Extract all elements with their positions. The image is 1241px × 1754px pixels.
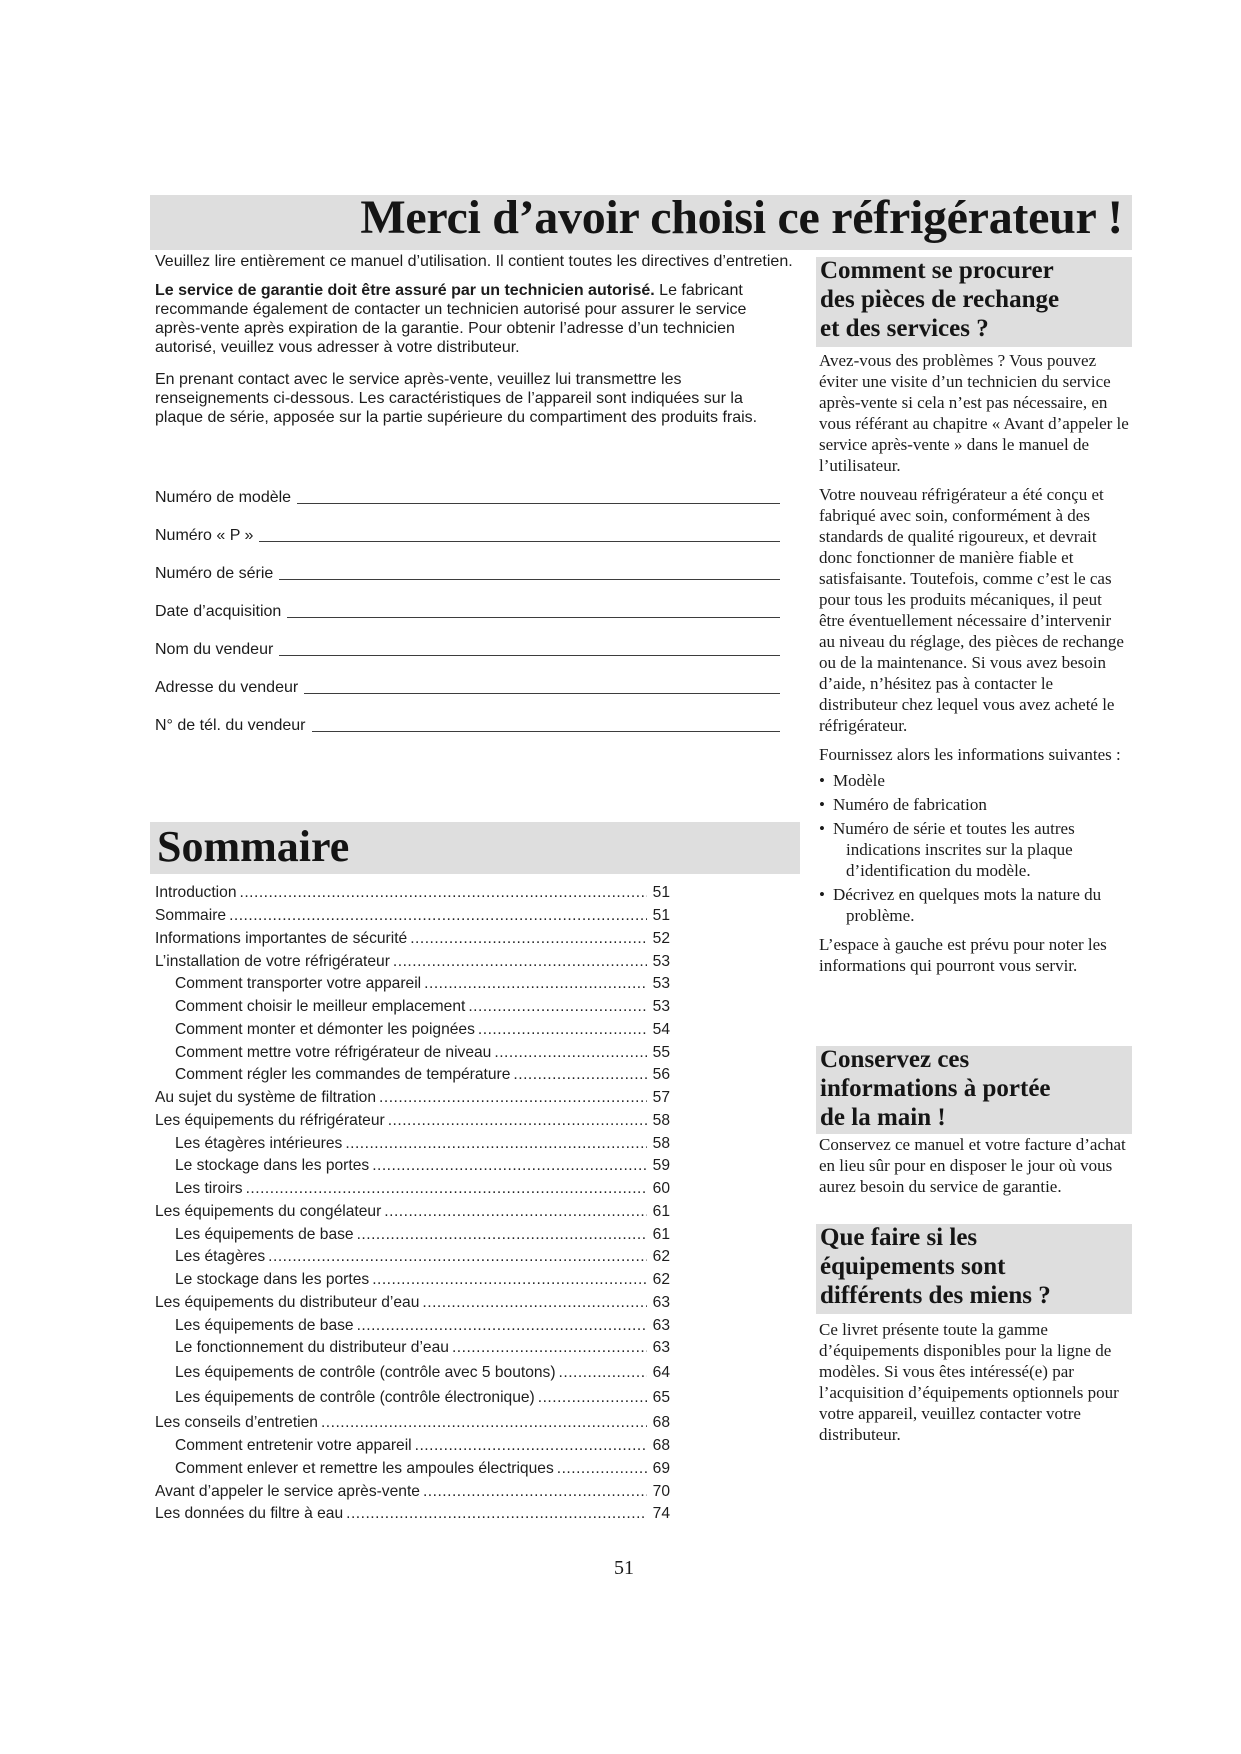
toc-leader-dots bbox=[268, 1246, 647, 1268]
toc-leader-dots bbox=[357, 1224, 647, 1246]
toc-label: Comment entretenir votre appareil bbox=[175, 1437, 412, 1455]
toc-page-number: 63 bbox=[652, 1339, 670, 1357]
toc-page-number: 60 bbox=[652, 1180, 670, 1198]
toc-row[interactable] bbox=[155, 973, 670, 996]
toc-page-number: 58 bbox=[652, 1134, 670, 1152]
list-item-text: Modèle bbox=[833, 771, 885, 790]
heading-line: de la main ! bbox=[820, 1103, 946, 1131]
field-label: Numéro « P » bbox=[155, 527, 254, 544]
heading-line: des pièces de rechange bbox=[820, 285, 1060, 313]
toc-label: Le stockage dans les portes bbox=[175, 1271, 370, 1289]
keep-info-text bbox=[819, 1134, 1131, 1205]
toc-row[interactable] bbox=[155, 1314, 670, 1337]
toc-row[interactable] bbox=[155, 1480, 670, 1503]
toc-label: Les équipements de contrôle (contrôle avec 5 boutons) bbox=[175, 1363, 556, 1381]
toc-leader-dots bbox=[452, 1337, 647, 1359]
different-equipment-text bbox=[819, 1319, 1131, 1453]
field-label: Numéro de modèle bbox=[155, 489, 292, 506]
toc-leader-dots bbox=[478, 1019, 647, 1041]
purchase-date-field bbox=[155, 584, 780, 622]
intro-paragraph-manual: Veuillez lire entièrement ce manuel d’utilisation. Il contient toutes les directives d’entretien. bbox=[155, 253, 793, 270]
different-equipment-heading bbox=[816, 1224, 1132, 1310]
toc-leader-dots bbox=[388, 1110, 647, 1132]
toc-page-number: 68 bbox=[652, 1437, 670, 1455]
toc-row[interactable] bbox=[155, 1064, 670, 1087]
fill-in-line bbox=[297, 491, 780, 504]
toc-page-number: 70 bbox=[652, 1482, 670, 1500]
toc-label: Le fonctionnement du distributeur d’eau bbox=[175, 1339, 449, 1357]
main-title-bar bbox=[150, 191, 1132, 250]
bullet-icon: • bbox=[819, 771, 825, 790]
toc-page-number: 56 bbox=[652, 1066, 670, 1084]
fill-in-line bbox=[287, 605, 780, 618]
toc-leader-dots bbox=[345, 1133, 647, 1155]
toc-leader-dots bbox=[557, 1458, 647, 1480]
toc-row[interactable] bbox=[155, 1178, 670, 1201]
heading-line: et des services ? bbox=[820, 314, 989, 342]
toc-page-number: 57 bbox=[652, 1089, 670, 1107]
toc-row[interactable] bbox=[155, 1132, 670, 1155]
summary-title: Sommaire bbox=[157, 822, 350, 871]
toc-row[interactable] bbox=[155, 1337, 670, 1360]
toc-label: Les étagères intérieures bbox=[175, 1134, 343, 1152]
parts-services-paragraph: L’espace à gauche est prévu pour noter les informations qui pourront vous servir. bbox=[819, 935, 1107, 975]
toc-leader-dots bbox=[372, 1155, 647, 1177]
toc-page-number: 55 bbox=[652, 1043, 670, 1061]
heading-line: différents des miens ? bbox=[820, 1281, 1051, 1309]
toc-label: Comment régler les commandes de température bbox=[175, 1066, 511, 1084]
toc-page-number: 61 bbox=[652, 1202, 670, 1220]
parts-services-text bbox=[819, 350, 1131, 984]
keep-info-paragraph: Conservez ce manuel et votre facture d’achat en lieu sûr pour en disposer le jour où vous aurez besoin du service de garantie. bbox=[819, 1135, 1126, 1196]
toc-row[interactable] bbox=[155, 1360, 670, 1385]
list-item-text: Numéro de fabrication bbox=[833, 795, 987, 814]
toc-row[interactable] bbox=[155, 1201, 670, 1224]
toc-leader-dots bbox=[424, 973, 647, 995]
page-number: 51 bbox=[614, 1557, 634, 1579]
toc-label: Au sujet du système de filtration bbox=[155, 1089, 377, 1107]
toc-label: Comment enlever et remettre les ampoules électriques bbox=[175, 1459, 554, 1477]
toc-leader-dots bbox=[468, 996, 647, 1018]
toc-label: Les étagères bbox=[175, 1248, 266, 1266]
field-label: Numéro de série bbox=[155, 565, 274, 582]
toc-label: Les équipements du congélateur bbox=[155, 1202, 382, 1220]
toc-page-number: 64 bbox=[652, 1363, 670, 1381]
toc-page-number: 58 bbox=[652, 1111, 670, 1129]
parts-services-heading bbox=[816, 257, 1132, 343]
toc-page-number: 61 bbox=[652, 1225, 670, 1243]
toc-leader-dots bbox=[415, 1435, 647, 1457]
toc-label: Les conseils d’entretien bbox=[155, 1413, 318, 1431]
model-number-field bbox=[155, 470, 780, 508]
toc-page-number: 52 bbox=[652, 929, 670, 947]
summary-title-bar bbox=[150, 822, 800, 874]
table-of-contents bbox=[155, 882, 670, 1526]
toc-page-number: 51 bbox=[652, 884, 670, 902]
heading-line: Conservez ces bbox=[820, 1046, 970, 1073]
toc-page-number: 62 bbox=[652, 1271, 670, 1289]
list-item bbox=[819, 818, 1131, 881]
field-label: Nom du vendeur bbox=[155, 641, 274, 658]
heading-line: informations à portée bbox=[820, 1074, 1051, 1102]
toc-leader-dots bbox=[393, 951, 647, 973]
toc-label: Les équipements de base bbox=[175, 1316, 354, 1334]
heading-line: Que faire si les bbox=[820, 1224, 978, 1251]
toc-leader-dots bbox=[240, 882, 648, 904]
toc-leader-dots bbox=[422, 1292, 647, 1314]
seller-address-field bbox=[155, 660, 780, 698]
toc-page-number: 65 bbox=[652, 1388, 670, 1406]
bullet-icon: • bbox=[819, 885, 825, 904]
toc-page-number: 68 bbox=[652, 1413, 670, 1431]
toc-row[interactable] bbox=[155, 1410, 670, 1435]
toc-page-number: 63 bbox=[652, 1293, 670, 1311]
toc-leader-dots bbox=[538, 1385, 647, 1410]
serial-number-field bbox=[155, 546, 780, 584]
toc-row[interactable] bbox=[155, 1041, 670, 1064]
list-item bbox=[819, 770, 1131, 791]
field-label: Adresse du vendeur bbox=[155, 679, 299, 696]
appliance-info-fields bbox=[155, 470, 780, 736]
toc-page-number: 54 bbox=[652, 1020, 670, 1038]
main-title: Merci d’avoir choisi ce réfrigérateur ! bbox=[360, 191, 1123, 244]
field-label: Date d’acquisition bbox=[155, 603, 282, 620]
list-item bbox=[819, 884, 1131, 926]
toc-row[interactable] bbox=[155, 1269, 670, 1292]
service-info-paragraph: En prenant contact avec le service après-vente, veuillez lui transmettre les renseignements ci-dessous. Les caractéristiques de l’appareil sont indiquées sur la plaque de série, apposée sur la partie supérieure du compartiment des produits frais. bbox=[155, 371, 758, 426]
fill-in-line bbox=[279, 643, 780, 656]
toc-label: Comment choisir le meilleur emplacement bbox=[175, 998, 466, 1016]
toc-page-number: 62 bbox=[652, 1248, 670, 1266]
toc-label: Les équipements de base bbox=[175, 1225, 354, 1243]
warranty-bold-text: Le service de garantie doit être assuré par un technicien autorisé. bbox=[155, 282, 655, 299]
toc-label: Sommaire bbox=[155, 907, 227, 925]
toc-row[interactable] bbox=[155, 905, 670, 928]
toc-row[interactable] bbox=[155, 996, 670, 1019]
p-number-field bbox=[155, 508, 780, 546]
toc-label: Informations importantes de sécurité bbox=[155, 929, 408, 947]
toc-leader-dots bbox=[321, 1410, 647, 1435]
toc-label: Les équipements de contrôle (contrôle électronique) bbox=[175, 1388, 535, 1406]
toc-leader-dots bbox=[494, 1042, 647, 1064]
keep-info-heading bbox=[816, 1046, 1132, 1132]
toc-leader-dots bbox=[379, 1087, 647, 1109]
seller-name-field bbox=[155, 622, 780, 660]
fill-in-line bbox=[259, 529, 780, 542]
toc-row[interactable] bbox=[155, 1110, 670, 1133]
toc-page-number: 53 bbox=[652, 952, 670, 970]
toc-row[interactable] bbox=[155, 1385, 670, 1410]
list-item-text: Décrivez en quelques mots la nature du problème. bbox=[833, 885, 1102, 925]
bullet-icon: • bbox=[819, 795, 825, 814]
toc-row[interactable] bbox=[155, 1019, 670, 1042]
toc-leader-dots bbox=[346, 1503, 647, 1525]
toc-row[interactable] bbox=[155, 1246, 670, 1269]
toc-leader-dots bbox=[357, 1315, 647, 1337]
fill-in-line bbox=[279, 567, 780, 580]
toc-page-number: 69 bbox=[652, 1459, 670, 1477]
toc-label: L’installation de votre réfrigérateur bbox=[155, 952, 390, 970]
toc-page-number: 53 bbox=[652, 998, 670, 1016]
toc-row[interactable] bbox=[155, 1223, 670, 1246]
toc-leader-dots bbox=[372, 1269, 647, 1291]
toc-row[interactable] bbox=[155, 928, 670, 951]
toc-leader-dots bbox=[229, 905, 647, 927]
toc-label: Avant d’appeler le service après-vente bbox=[155, 1482, 420, 1500]
keep-info-heading-bar bbox=[816, 1046, 1132, 1134]
heading-line: Comment se procurer bbox=[820, 257, 1054, 284]
list-item bbox=[819, 794, 1131, 815]
toc-page-number: 53 bbox=[652, 975, 670, 993]
toc-label: Comment mettre votre réfrigérateur de niveau bbox=[175, 1043, 492, 1061]
field-label: N° de tél. du vendeur bbox=[155, 717, 306, 734]
toc-page-number: 74 bbox=[652, 1505, 670, 1523]
seller-phone-field bbox=[155, 698, 780, 736]
warranty-body-text: Le fabricant recommande également de contacter un technicien autorisé pour assurer le service après-vente après expiration de la garantie. Pour obtenir l’adresse d’un technicien autorisé, veuillez vous adresser à votre distributeur. bbox=[155, 282, 747, 356]
toc-label: Les équipements du réfrigérateur bbox=[155, 1111, 385, 1129]
toc-leader-dots bbox=[410, 928, 647, 950]
bullet-icon: • bbox=[819, 819, 825, 838]
warranty-paragraph bbox=[155, 281, 795, 357]
toc-page-number: 63 bbox=[652, 1316, 670, 1334]
toc-label: Comment transporter votre appareil bbox=[175, 975, 422, 993]
toc-row[interactable] bbox=[155, 1458, 670, 1481]
toc-page-number: 59 bbox=[652, 1157, 670, 1175]
fill-in-line bbox=[312, 719, 781, 732]
required-info-list bbox=[819, 770, 1131, 926]
toc-row[interactable] bbox=[155, 1503, 670, 1526]
parts-services-heading-bar bbox=[816, 257, 1132, 347]
intro-section bbox=[155, 252, 795, 437]
toc-row[interactable] bbox=[155, 1155, 670, 1178]
heading-line: équipements sont bbox=[820, 1252, 1006, 1280]
different-equipment-heading-bar bbox=[816, 1224, 1132, 1314]
toc-label: Comment monter et démonter les poignées bbox=[175, 1020, 475, 1038]
parts-services-paragraph: Fournissez alors les informations suivantes : bbox=[819, 745, 1121, 764]
toc-leader-dots bbox=[423, 1481, 647, 1503]
different-equipment-paragraph: Ce livret présente toute la gamme d’équipements disponibles pour la ligne de modèles. Si vous êtes intéressé(e) par l’acquisition d’équipements optionnels pour votre appareil, veuillez contacter votre distributeur. bbox=[819, 1320, 1119, 1444]
toc-label: Introduction bbox=[155, 884, 237, 902]
toc-page-number: 51 bbox=[652, 907, 670, 925]
toc-leader-dots bbox=[384, 1201, 647, 1223]
toc-row[interactable] bbox=[155, 1292, 670, 1315]
toc-label: Le stockage dans les portes bbox=[175, 1157, 370, 1175]
toc-leader-dots bbox=[513, 1064, 647, 1086]
toc-label: Les données du filtre à eau bbox=[155, 1505, 344, 1523]
toc-label: Les tiroirs bbox=[175, 1180, 243, 1198]
toc-row[interactable] bbox=[155, 950, 670, 973]
toc-leader-dots bbox=[246, 1178, 647, 1200]
parts-services-paragraph: Votre nouveau réfrigérateur a été conçu et fabriqué avec soin, conformément à des standards de qualité rigoureux, et devrait donc fonctionner de manière fiable et satisfaisante. Toutefois, comme c’est le cas pour tous les produits mécaniques, il peut être éventuellement nécessaire d’intervenir au niveau du réglage, des pièces de rechange ou de la maintenance. Si vous avez besoin d’aide, n’hésitez pas à contacter le distributeur chez lequel vous avez acheté le réfrigérateur. bbox=[819, 485, 1124, 735]
toc-label: Les équipements du distributeur d’eau bbox=[155, 1293, 420, 1311]
parts-services-paragraph: Avez-vous des problèmes ? Vous pouvez éviter une visite d’un technicien du service après-vente si cela n’est pas nécessaire, en vous référant au chapitre « Avant d’appeler le service après-vente » dans le manuel de l’utilisateur. bbox=[819, 351, 1129, 475]
fill-in-line bbox=[304, 681, 780, 694]
list-item-text: Numéro de série et toutes les autres indications inscrites sur la plaque d’identification du modèle. bbox=[833, 819, 1075, 880]
toc-row[interactable] bbox=[155, 882, 670, 905]
toc-leader-dots bbox=[559, 1360, 647, 1385]
toc-row[interactable] bbox=[155, 1087, 670, 1110]
toc-row[interactable] bbox=[155, 1435, 670, 1458]
